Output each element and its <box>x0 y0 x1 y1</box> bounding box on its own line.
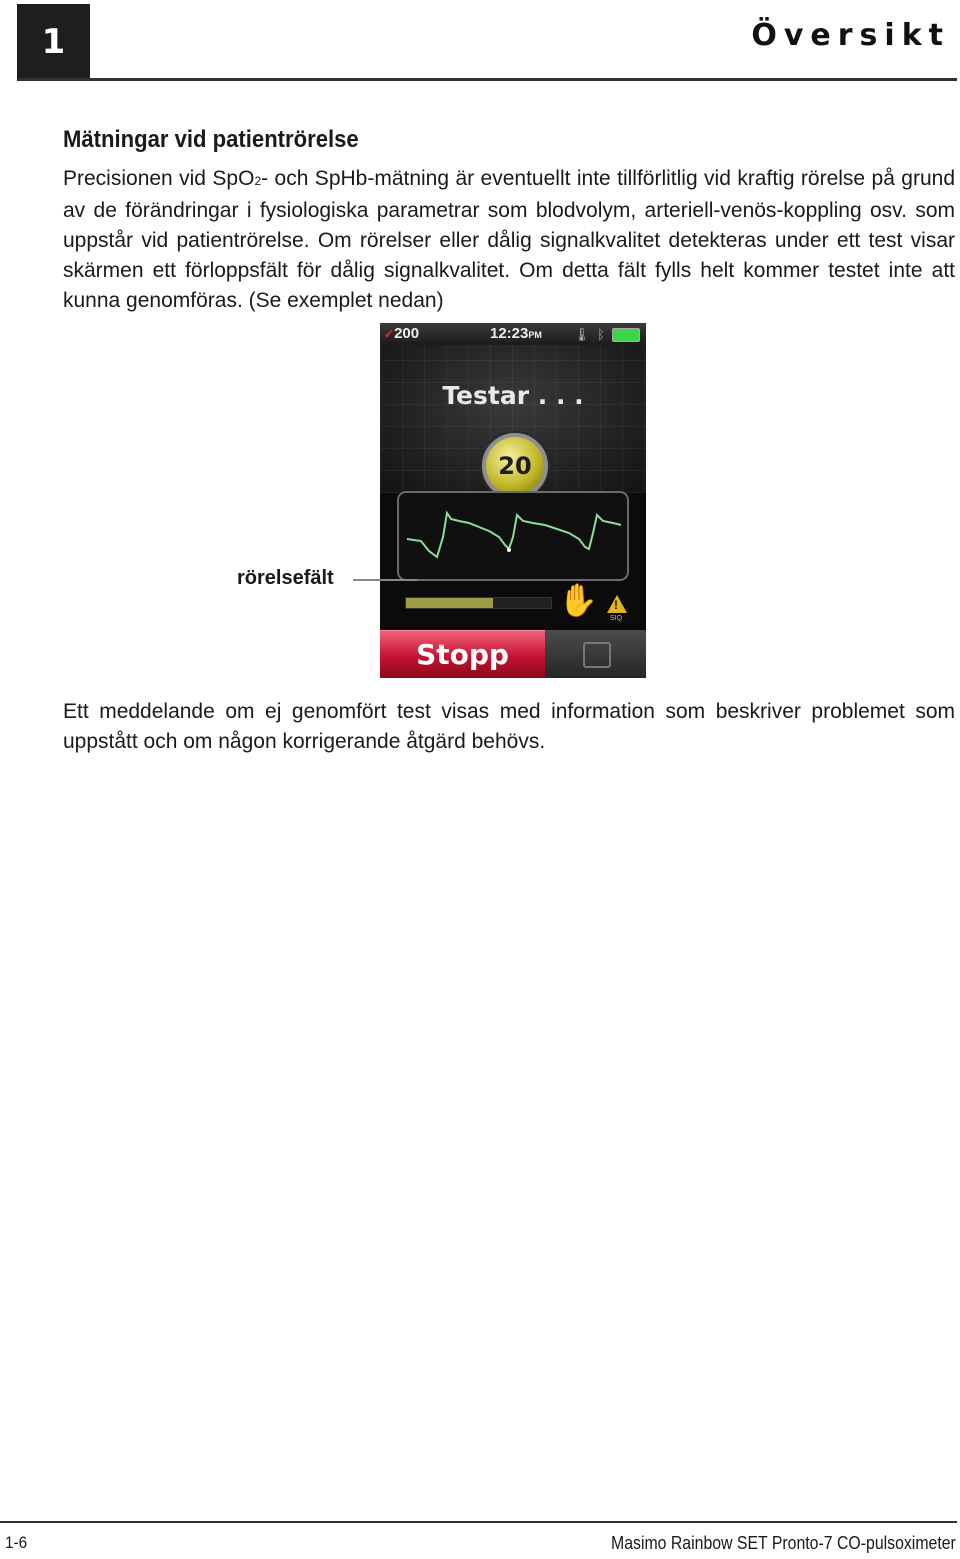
pleth-waveform <box>399 493 627 579</box>
motion-bar <box>405 597 552 609</box>
clock-time: 12:23 <box>490 325 529 342</box>
testing-area <box>380 345 646 493</box>
motion-bar-fill <box>406 598 493 608</box>
stop-button[interactable]: Stopp <box>380 630 545 678</box>
subscript-2: 2 <box>254 174 262 188</box>
waveform-panel <box>397 491 629 581</box>
menu-button[interactable] <box>545 630 646 678</box>
clock <box>490 325 542 342</box>
chapter-title: Översikt <box>751 18 950 53</box>
status-icons <box>573 326 640 343</box>
footer-product-title: Masimo Rainbow SET Pronto-7 CO-pulsoximeter <box>611 1533 956 1553</box>
section-heading: Mätningar vid patientrörelse <box>63 126 359 153</box>
device-screen <box>380 323 646 678</box>
clock-suffix: PM <box>528 330 542 340</box>
pleth-waveform-marker <box>507 548 511 552</box>
test-count-value: 200 <box>394 325 420 342</box>
intro-paragraph <box>63 164 955 316</box>
bluetooth-icon: ᛒ <box>597 327 605 342</box>
status-bar <box>380 323 646 345</box>
signal-label: SIQ <box>610 615 623 622</box>
test-count <box>384 325 419 342</box>
result-paragraph: Ett meddelande om ej genomfört test visas med information som beskriver problemet som uppstått och om någon korrigerande åtgärd behövs. <box>63 700 955 753</box>
footer-divider <box>0 1521 957 1523</box>
count-marker-icon: ✓ <box>384 327 395 341</box>
menu-icon <box>583 642 611 668</box>
warning-icon: ! <box>607 595 627 613</box>
intro-text-b: - och SpHb-mätning är eventuellt inte tillförlitlig vid kraftig rörelse på grund av de förändringar i fysiologiska parametrar som blodvolym, arteriell-venös-koppling osv. som uppstår vid patientrörelse. Om rörelser eller dålig signalkvalitet detekteras under ett test visar skärmen ett förloppsfält för dålig signalkvalitet. Om detta fält fylls helt kommer testet inte att kunna genomföras. (Se exemplet nedan) <box>63 167 956 312</box>
callout-leader-line <box>353 579 417 581</box>
chapter-number: 1 <box>17 4 90 80</box>
temperature-icon: 🌡 <box>573 327 590 342</box>
pleth-waveform-line <box>407 513 621 557</box>
testing-label: Testar . . . <box>442 381 584 410</box>
countdown-timer: 20 <box>482 433 548 499</box>
intro-text-a: Precisionen vid SpO <box>63 167 255 190</box>
motion-bar-callout: rörelsefält <box>237 567 334 589</box>
page-number: 1-6 <box>5 1533 28 1552</box>
hand-icon: ✋ <box>558 582 598 618</box>
header-divider <box>17 78 957 81</box>
battery-icon <box>612 328 640 342</box>
